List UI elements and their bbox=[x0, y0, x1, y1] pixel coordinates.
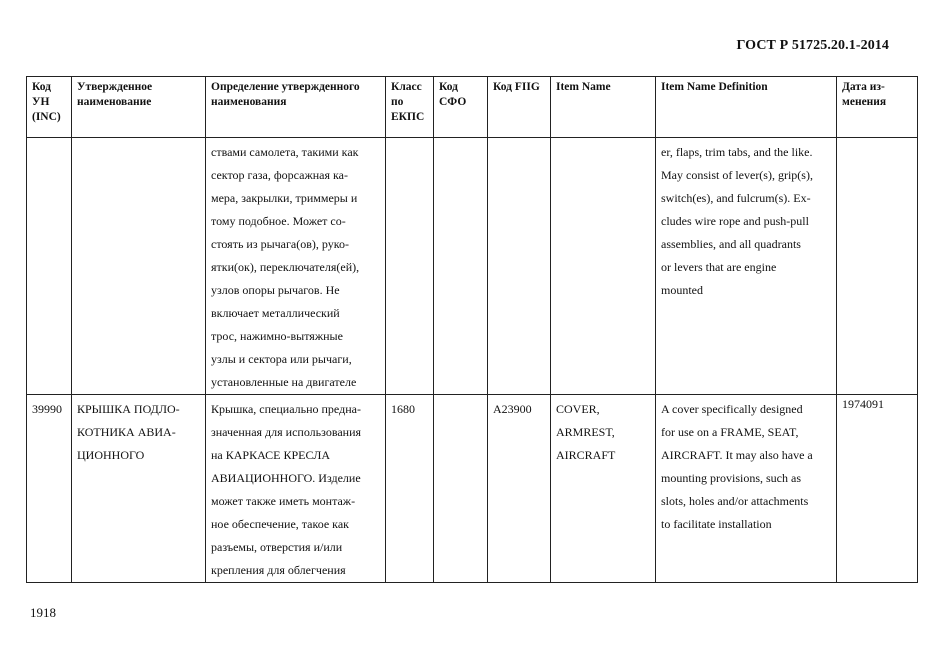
page-number: 1918 bbox=[30, 605, 56, 620]
definition-en-line: cludes wire rope and push-pull bbox=[661, 214, 809, 228]
definition-en-line: mounted bbox=[661, 283, 703, 297]
cell-inc bbox=[27, 395, 72, 583]
cell-sfo bbox=[434, 138, 488, 395]
fiig-value: A23900 bbox=[493, 402, 532, 416]
definition-ru-line: крепления для облегчения bbox=[211, 563, 346, 577]
definition-en-line: or levers that are engine bbox=[661, 260, 777, 274]
cell-inc bbox=[27, 138, 72, 395]
definition-ru-line: мера, закрылки, триммеры и bbox=[211, 191, 358, 205]
definition-ru-line: ятки(ок), переключателя(ей), bbox=[211, 260, 360, 274]
change-date-value: 1974091 bbox=[842, 397, 884, 411]
definition-en-line: slots, holes and/or attachments bbox=[661, 494, 809, 508]
approved-name-line: КРЫШКА ПОДЛО- bbox=[77, 402, 180, 416]
item-name-line: COVER, bbox=[556, 402, 600, 416]
definition-ru-line: ное обеспечение, такое как bbox=[211, 517, 349, 531]
definition-en-line: to facilitate installation bbox=[661, 517, 772, 531]
col-header-fiig: Код FIIG bbox=[488, 77, 551, 138]
nomenclature-table bbox=[26, 76, 918, 583]
definition-ru-line: сектор газа, форсажная ка- bbox=[211, 168, 348, 182]
definition-ru-line: может также иметь монтаж- bbox=[211, 494, 356, 508]
definition-ru-line: установленные на двигателе bbox=[211, 375, 357, 389]
cell-item-name bbox=[551, 395, 656, 583]
definition-ru-line: Крышка, специально предна- bbox=[211, 402, 361, 416]
cell-change-date bbox=[837, 138, 918, 395]
cell-definition-ru bbox=[206, 395, 386, 583]
definition-ru-line: стоять из рычага(ов), руко- bbox=[211, 237, 349, 251]
definition-en-line: assemblies, and all quadrants bbox=[661, 237, 801, 251]
definition-ru-line: на КАРКАСЕ КРЕСЛА bbox=[211, 448, 331, 462]
cell-class-ekps bbox=[386, 395, 434, 583]
definition-ru-line: трос, нажимно-вытяжные bbox=[211, 329, 343, 343]
col-header-class-ekps: Класс по ЕКПС bbox=[386, 77, 434, 138]
definition-ru-line: узлов опоры рычагов. Не bbox=[211, 283, 340, 297]
col-header-change-date: Дата из-менения bbox=[837, 77, 918, 138]
definition-ru-line: тому подобное. Может со- bbox=[211, 214, 346, 228]
col-header-sfo: Код СФО bbox=[434, 77, 488, 138]
cell-definition-ru bbox=[206, 138, 386, 395]
definition-ru-line: ствами самолета, такими как bbox=[211, 145, 359, 159]
cell-fiig bbox=[488, 138, 551, 395]
cell-item-name bbox=[551, 138, 656, 395]
table-row bbox=[27, 395, 918, 583]
cell-sfo bbox=[434, 395, 488, 583]
inc-code: 39990 bbox=[32, 402, 62, 416]
col-header-definition-ru: Определение утвержденного наименования bbox=[206, 77, 386, 138]
col-header-item-name: Item Name bbox=[551, 77, 656, 138]
definition-ru-line: включает металлический bbox=[211, 306, 340, 320]
cell-definition-en bbox=[656, 395, 837, 583]
definition-ru-line: разъемы, отверстия и/или bbox=[211, 540, 343, 554]
standard-designation: ГОСТ Р 51725.20.1-2014 bbox=[736, 38, 889, 53]
cell-approved-name bbox=[72, 138, 206, 395]
definition-en-line: mounting provisions, such as bbox=[661, 471, 801, 485]
cell-fiig bbox=[488, 395, 551, 583]
definition-en-line: for use on a FRAME, SEAT, bbox=[661, 425, 799, 439]
definition-en-line: er, flaps, trim tabs, and the like. bbox=[661, 145, 813, 159]
definition-en-line: AIRCRAFT. It may also have a bbox=[661, 448, 813, 462]
item-name-line: AIRCRAFT bbox=[556, 448, 616, 462]
approved-name-line: КОТНИКА АВИА- bbox=[77, 425, 176, 439]
definition-ru-line: значенная для использования bbox=[211, 425, 362, 439]
table-row bbox=[27, 138, 918, 395]
item-name-line: ARMREST, bbox=[556, 425, 615, 439]
definition-en-line: A cover specifically designed bbox=[661, 402, 803, 416]
sfo-value bbox=[439, 398, 482, 421]
definition-ru-line: АВИАЦИОННОГО. Изделие bbox=[211, 471, 361, 485]
class-ekps-value: 1680 bbox=[391, 402, 415, 416]
col-header-item-name-definition: Item Name Definition bbox=[656, 77, 837, 138]
cell-definition-en bbox=[656, 138, 837, 395]
col-header-inc: Код УН (INC) bbox=[27, 77, 72, 138]
definition-ru-line: узлы и сектора или рычаги, bbox=[211, 352, 352, 366]
cell-approved-name bbox=[72, 395, 206, 583]
definition-en-line: switch(es), and fulcrum(s). Ex- bbox=[661, 191, 811, 205]
definition-en-line: May consist of lever(s), grip(s), bbox=[661, 168, 813, 182]
approved-name-line: ЦИОННОГО bbox=[77, 448, 145, 462]
table-header-row bbox=[27, 77, 918, 138]
col-header-approved-name: Утвержденное наименование bbox=[72, 77, 206, 138]
cell-class-ekps bbox=[386, 138, 434, 395]
cell-change-date bbox=[837, 395, 918, 583]
